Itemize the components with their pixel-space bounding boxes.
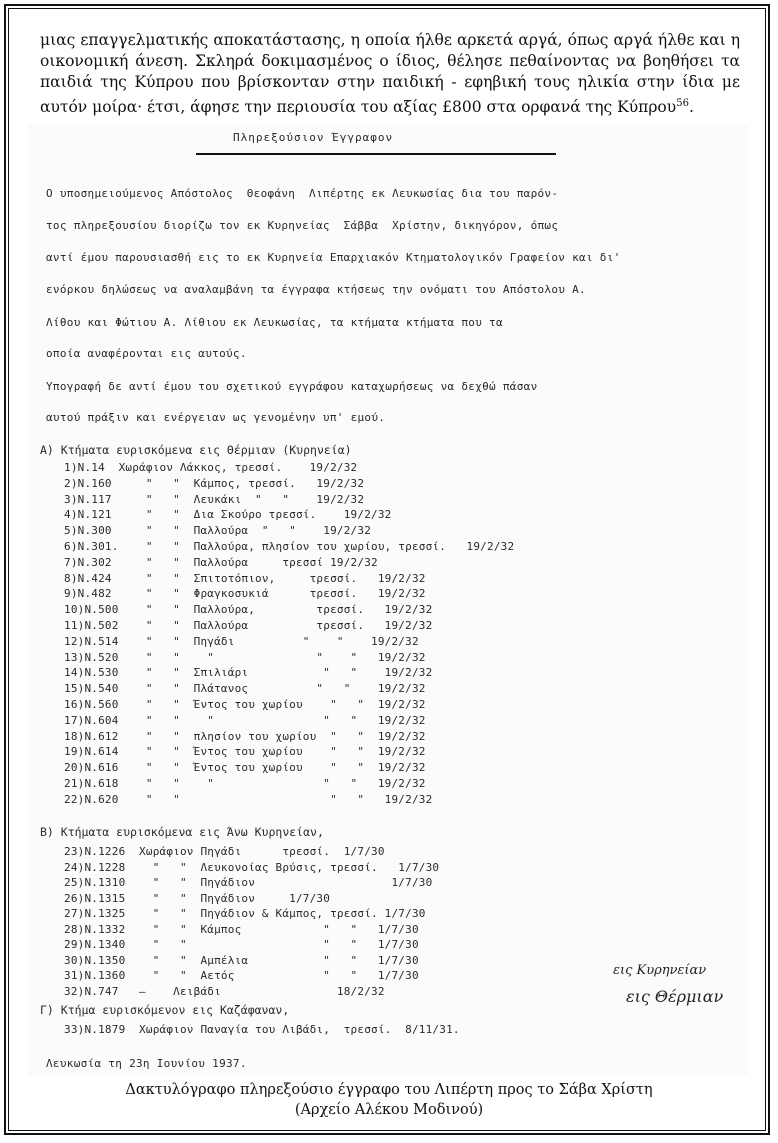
typed-document: [28, 125, 748, 1075]
property-row: 30)Ν.1350 " " Αμπέλια " " 1/7/30: [64, 953, 419, 967]
doc-paragraph-line: αυτού πράξιν και ενέργειαν ως γενομένην υπ' εμού.: [46, 411, 386, 424]
section-b-heading: Β) Κτήματα ευρισκόμενα εις Άνω Κυρηνείαν,: [40, 825, 324, 839]
property-row: 13)Ν.520 " " " " " 19/2/32: [64, 650, 426, 664]
property-row: 31)Ν.1360 " " Αετός " " 1/7/30: [64, 969, 419, 982]
doc-paragraph-line: οποία αναφέρονται εις αυτούς.: [46, 347, 247, 360]
property-row: 8)Ν.424 " " Σπιτοτόπιον, τρεσσί. 19/2/32: [64, 571, 426, 585]
property-row: 33)Ν.1879 Χωράφιον Παναγία του Λιβάδι, τρεσσί. 8/11/31.: [64, 1023, 460, 1036]
property-row: 4)Ν.121 " " Δια Σκούρο τρεσσί. 19/2/32: [64, 508, 392, 522]
property-row: 12)Ν.514 " " Πηγάδι " " 19/2/32: [64, 634, 419, 648]
property-row: 29)Ν.1340 " " " " 1/7/30: [64, 938, 419, 951]
intro-paragraph: [40, 30, 740, 118]
property-row: 17)Ν.604 " " " " " 19/2/32: [64, 713, 426, 727]
doc-paragraph-line: ενόρκου δηλώσεως να αναλαμβάνη τα έγγραφα κτήσεως την ονόματι του Απόστολου Α.: [46, 283, 586, 296]
document-title: Πληρεξούσιον Έγγραφον: [233, 131, 394, 144]
property-row: 9)Ν.482 " " Φραγκοσυκιά τρεσσί. 19/2/32: [64, 587, 426, 601]
footnote-marker: 56: [676, 98, 689, 109]
property-row: 32)Ν.747 — Λειβάδι 18/2/32: [64, 984, 385, 998]
property-row: 10)Ν.500 " " Παλλούρα, τρεσσί. 19/2/32: [64, 603, 433, 617]
title-rule: [196, 153, 556, 155]
property-row: 26)Ν.1315 " " Πηγάδιον 1/7/30: [64, 891, 331, 905]
property-row: 15)Ν.540 " " Πλάτανος " " 19/2/32: [64, 682, 426, 696]
handwritten-note: εις Κυρηνείαν: [613, 963, 707, 978]
doc-paragraph-line: Ο υποσημειούμενος Απόστολος Θεοφάνη Λιπέρτης εκ Λευκωσίας δια του παρόν-: [46, 187, 559, 200]
caption-line-2: (Αρχείο Αλέκου Μοδινού): [294, 1102, 484, 1118]
property-row: 24)Ν.1228 " " Λευκονοίας Βρύσις, τρεσσί. 1/7/30: [64, 860, 440, 874]
doc-paragraph-line: αντί έμου παρουσιασθή εις το εκ Κυρηνεία Επαρχιακόν Κτηματολογικόν Γραφείον και δι': [46, 251, 621, 264]
property-row: 5)Ν.300 " " Παλλούρα " " 19/2/32: [64, 524, 372, 538]
property-row: 21)Ν.618 " " " " " 19/2/32: [64, 777, 426, 790]
property-row: 20)Ν.616 " " Έντος του χωρίου " " 19/2/32: [64, 761, 426, 775]
property-row: 1)Ν.14 Χωράφιον Λάκκος, τρεσσί. 19/2/32: [64, 461, 358, 474]
property-row: 7)Ν.302 " " Παλλούρα τρεσσί 19/2/32: [64, 555, 378, 569]
property-row: 25)Ν.1310 " " Πηγάδιον 1/7/30: [64, 876, 433, 889]
property-row: 14)Ν.530 " " Σπιλιάρι " " 19/2/32: [64, 666, 433, 680]
section-a-heading: Α) Κτήματα ευρισκόμενα εις Θέρμιαν (Κυρηνεία): [40, 443, 352, 457]
doc-paragraph-line: Υπογραφή δε αντί έμου του σχετικού εγγράφου καταχωρήσεως να δεχθώ πάσαν: [46, 380, 538, 393]
property-row: 22)Ν.620 " " " " 19/2/32: [64, 792, 433, 806]
closing-line: Λευκωσία τη 23η Ιουνίου 1937.: [46, 1057, 247, 1070]
doc-paragraph-line: τος πληρεξουσίου διορίζω τον εκ Κυρηνείας Σάββα Χρίστην, δικηγόρον, όπως: [46, 219, 559, 232]
property-row: 19)Ν.614 " " Έντος του χωρίου " " 19/2/32: [64, 745, 426, 759]
doc-paragraph-line: Λίθου και Φώτιου Α. Λίθιου εκ Λευκωσίας, τα κτήματα κτήματα που τα: [46, 316, 503, 329]
property-row: 3)Ν.117 " " Λευκάκι " " 19/2/32: [64, 492, 365, 506]
caption-line-1: Δακτυλόγραφο πληρεξούσιο έγγραφο του Λιπέρτη προς το Σάβα Χρίστη: [125, 1082, 653, 1098]
property-row: 6)Ν.301. " " Παλλούρα, πλησίον του χωρίου, τρεσσί. 19/2/32: [64, 540, 515, 553]
figure-caption: [0, 1080, 778, 1120]
intro-end: .: [688, 98, 694, 117]
property-row: 11)Ν.502 " " Παλλούρα τρεσσί. 19/2/32: [64, 619, 433, 632]
property-row: 27)Ν.1325 " " Πηγάδιον & Κάμπος, τρεσσί. 1/7/30: [64, 907, 426, 920]
property-row: 28)Ν.1332 " " Κάμπος " " 1/7/30: [64, 922, 419, 936]
property-row: 23)Ν.1226 Χωράφιον Πηγάδι τρεσσί. 1/7/30: [64, 845, 385, 858]
property-row: 18)Ν.612 " " πλησίον του χωρίου " " 19/2/32: [64, 729, 426, 743]
section-c-heading: Γ) Κτήμα ευρισκόμενον εις Καζάφαναν,: [40, 1003, 290, 1017]
intro-text: μιας επαγγελματικής αποκατάστασης, η οποία ήλθε αρκετά αργά, όπως αργά ήλθε και η οικονομική άνεση. Σκληρά δοκιμασμένος ο ίδιος, θέλησε πεθαίνοντας να βοηθήσει τα παιδιά της Κύπρου που βρίσκονταν στην παιδική - εφηβική τους ηλικία στην ίδια με αυτόν μοίρα· έτσι, άφησε την περιουσία του αξίας £800 στα ορφανά της Κύπρου: [40, 31, 740, 117]
property-row: 16)Ν.560 " " Έντος του χωρίου " " 19/2/32: [64, 698, 426, 711]
handwritten-note: εις Θέρμιαν: [626, 987, 724, 1006]
property-row: 2)Ν.160 " " Κάμπος, τρεσσί. 19/2/32: [64, 476, 365, 490]
